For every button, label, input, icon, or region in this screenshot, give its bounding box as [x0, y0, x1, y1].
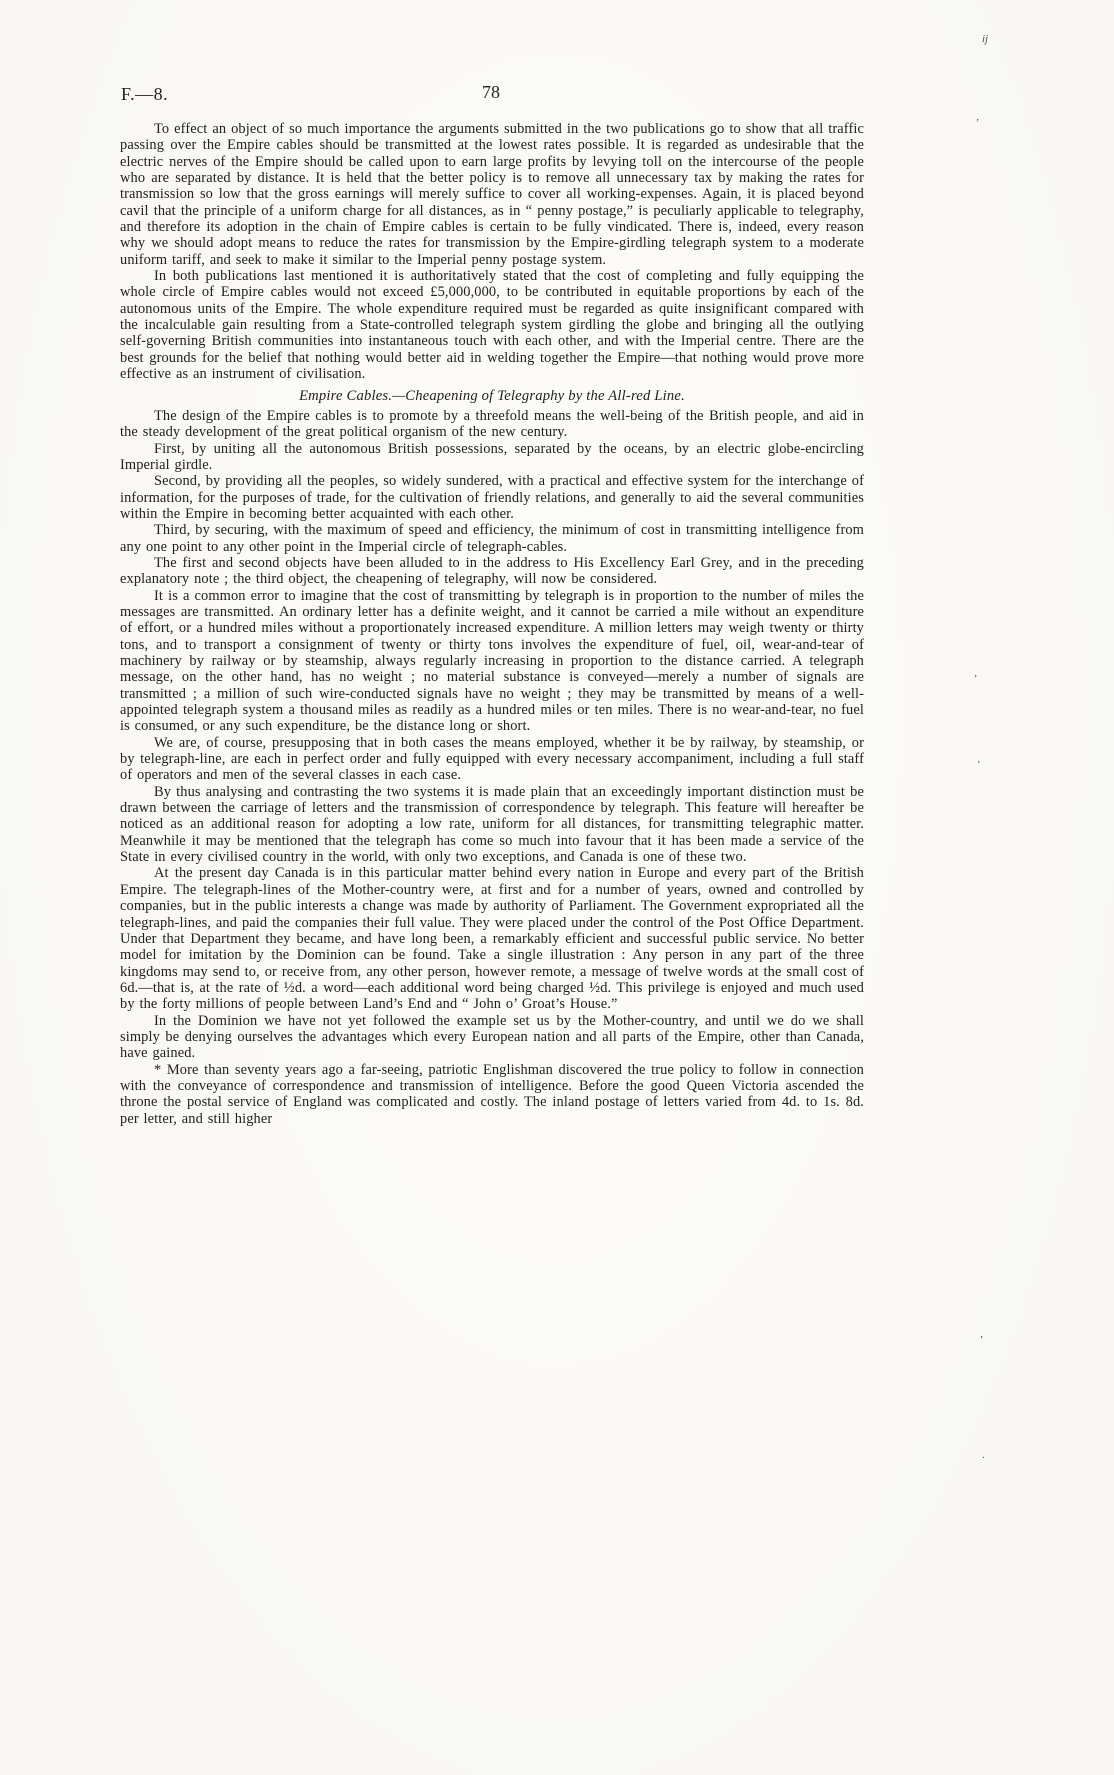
scan-speck: ’	[973, 673, 977, 685]
paragraph: Second, by providing all the peoples, so widely sundered, with a practical and effective system for the interchange of information, for the purposes of trade, for the cultivation of friendly relations, and generally to aid the several communities within the Empire in becoming better acquainted with each other.	[120, 473, 864, 522]
scan-speck: ’	[979, 1334, 983, 1346]
paragraph: The design of the Empire cables is to promote by a threefold means the well-being of the British people, and aid in the steady development of the great political organism of the new century.	[120, 407, 864, 441]
paragraph: The first and second objects have been alluded to in the address to His Excellency Earl Grey, and in the preceding explanatory note ; the third object, the cheapening of telegraphy, will now be considered.	[120, 554, 864, 588]
paragraph: Third, by securing, with the maximum of speed and efficiency, the minimum of cost in transmitting intelligence from any one point to any other point in the Imperial circle of telegraph-cables.	[120, 522, 864, 555]
content-column	[120, 121, 864, 1127]
page-number: 78	[482, 82, 500, 102]
section-heading: Empire Cables.—Cheapening of Telegraphy by the All-red Line.	[299, 387, 685, 404]
paragraph: By thus analysing and contrasting the two systems it is made plain that an exceedingly important distinction must be drawn between the carriage of letters and the transmission of correspondence by telegraph. This feature will hereafter be noticed as an additional reason for adopting a low rate, uniform for all distances, for transmitting telegraphic matter. Meanwhile it may be mentioned that the telegraph has come so much into favour that it has been made a service of the State in every civilised country in the world, with only two exceptions, and Canada is one of these two.	[120, 783, 864, 866]
paragraph: At the present day Canada is in this particular matter behind every nation in Europe and every part of the British Empire. The telegraph-lines of the Mother-country were, at first and for a number of years, owned and controlled by companies, but in the public interests a change was made by authority of Parliament. The Government expropriated all the telegraph-lines, and paid the companies their full value. They were placed under the control of the Post Office Department. Under that Department they became, and have long been, a remarkably efficient and successful public service. No better model for imitation by the Dominion can be found. Take a single illustration : Any person in any part of the three kingdoms may send to, or receive from, any other person, however remote, a message of twelve words at the small cost of 6d.—that is, at the rate of ½d. a word—each additional word being charged ½d. This privilege is enjoyed and much used by the forty millions of people between Land’s End and “ John o’ Groat’s House.”	[120, 865, 864, 1013]
scan-speck: ’	[975, 117, 979, 129]
document-reference: F.—8.	[121, 84, 169, 104]
scan-speck: '	[977, 759, 980, 771]
scan-speck: ·	[982, 1452, 985, 1464]
paragraph: In both publications last mentioned it is authoritatively stated that the cost of completing and fully equipping the whole circle of Empire cables would not exceed £5,000,000, to be contributed in equitable proportions by each of the autonomous units of the Empire. The whole expenditure required must be regarded as quite insignificant compared with the incalculable gain resulting from a State-controlled telegraph system girdling the globe and bringing all the outlying self-governing British communities into instantaneous touch with each other, and with the Imperial centre. There are the best grounds for the belief that nothing would better aid in welding together the Empire—that nothing would prove more effective as an instrument of civilisation.	[120, 268, 864, 383]
paragraph: It is a common error to imagine that the cost of transmitting by telegraph is in proportion to the number of miles the messages are transmitted. An ordinary letter has a definite weight, and it cannot be carried a mile without an expenditure of effort, or a hundred miles without a proportionately increased expenditure. A million letters may weigh twenty or thirty tons, and to transport a consignment of twenty or thirty tons involves the expenditure of fuel, oil, wear-and-tear of machinery by railway or by steamship, always regularly increasing in proportion to the distance carried. A telegraph message, on the other hand, has no weight ; no material substance is conveyed—merely a number of signals are transmitted ; a million of such wire-conducted signals have no weight ; they may be transmitted by means of a well-appointed telegraph system a thousand miles as readily as a hundred miles or ten miles. There is no wear-and-tear, no fuel is consumed, or any such expenditure, be the distance long or short.	[120, 587, 864, 735]
paragraph: We are, of course, presupposing that in both cases the means employed, whether it be by railway, by steamship, or by telegraph-line, are each in perfect order and fully equipped with every necessary accompaniment, including a full staff of operators and men of the several classes in each case.	[120, 734, 864, 784]
scan-speck: ij	[982, 33, 989, 45]
paragraph: In the Dominion we have not yet followed the example set us by the Mother-country, and until we do we shall simply be denying ourselves the advantages which every European nation and all parts of the Empire, other than Canada, have gained.	[120, 1012, 864, 1062]
paragraph: * More than seventy years ago a far-seeing, patriotic Englishman discovered the true policy to follow in connection with the conveyance of correspondence and transmission of intelligence. Before the good Queen Victoria ascended the throne the postal service of England was complicated and costly. The inland postage of letters varied from 4d. to 1s. 8d. per letter, and still higher	[120, 1061, 864, 1127]
paragraph: First, by uniting all the autonomous British possessions, separated by the oceans, by an electric globe-encircling Imperial girdle.	[120, 440, 864, 473]
paragraph: To effect an object of so much importance the arguments submitted in the two publications go to show that all traffic passing over the Empire cables should be transmitted at the lowest rates possible. It is regarded as undesirable that the electric nerves of the Empire should be called upon to earn large profits by levying toll on the intercourse of the people who are separated by distance. It is held that the better policy is to remove all unnecessary tax by making the rates for transmission so low that the gross earnings will merely suffice to cover all working-expenses. Again, it is placed beyond cavil that the principle of a uniform charge for all distances, as in “ penny postage,” is peculiarly applicable to telegraphy, and therefore its adoption in the chain of Empire cables is certain to be fully vindicated. There is, indeed, every reason why we should adopt means to reduce the rates for transmission by the Empire-girdling telegraph system to a moderate uniform tariff, and seek to make it similar to the Imperial penny postage system.	[120, 121, 864, 268]
